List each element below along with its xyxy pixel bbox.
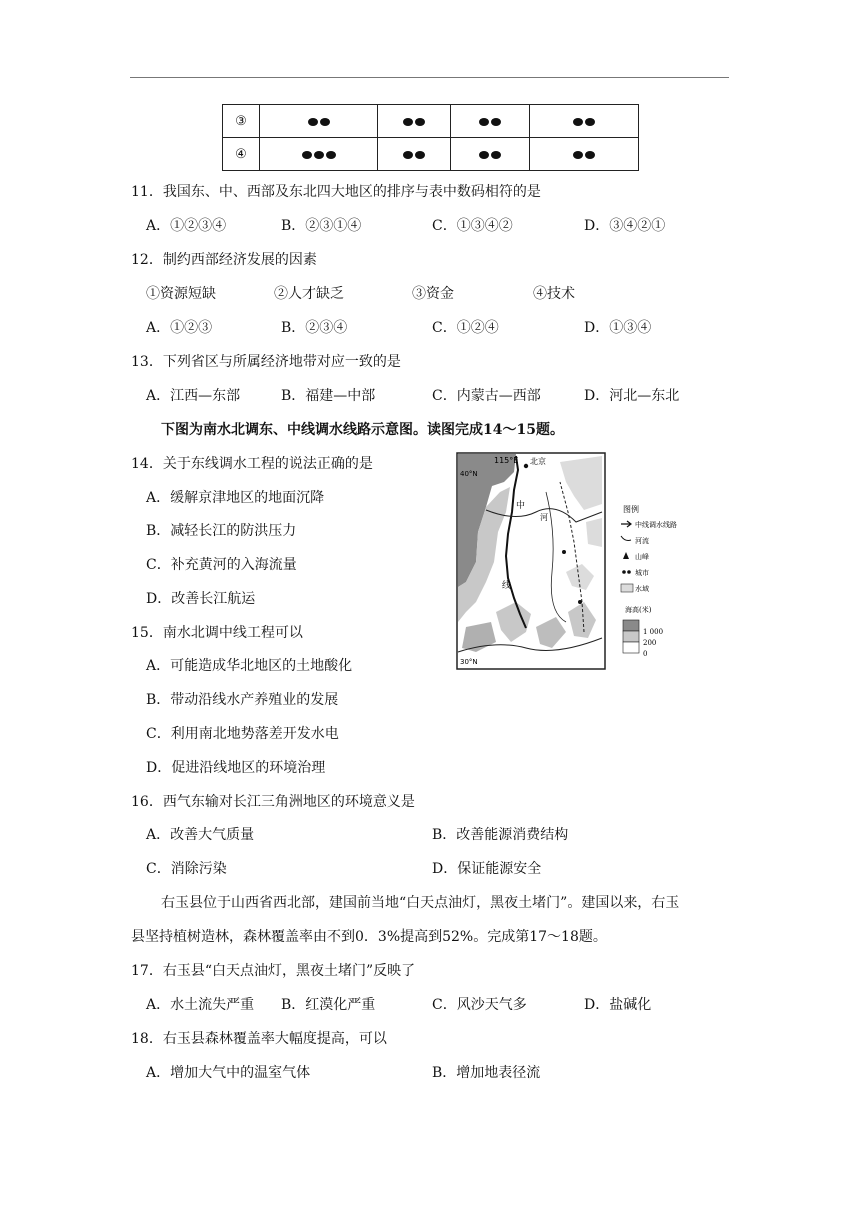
option-b: B．②③①④ (281, 218, 362, 234)
dot-cell (260, 138, 378, 171)
option-d: D．盐碱化 (584, 997, 652, 1013)
option-c: C．消除污染 (146, 861, 227, 877)
question-12-items (0, 284, 860, 304)
option-d: D．①③④ (584, 320, 652, 336)
header-rule (130, 77, 729, 78)
question-16-options-2 (0, 859, 860, 879)
lat-bottom-label: 30°N (460, 658, 478, 666)
question-14-stem: 14．关于东线调水工程的说法正确的是 (131, 456, 373, 472)
row-label: ④ (223, 138, 260, 171)
dot-cell (451, 105, 530, 138)
option-b: B．②③④ (281, 320, 348, 336)
option-d: D．改善长江航运 (146, 591, 256, 607)
item-4: ④技术 (533, 286, 575, 302)
intro-17-18-line1: 右玉县位于山西省西北部，建国前当地“白天点油灯，黑夜土堵门”。建国以来，右玉 (161, 895, 680, 911)
option-b: B．带动沿线水产养殖业的发展 (146, 692, 339, 708)
table-row (223, 138, 639, 171)
item-1: ①资源短缺 (146, 286, 216, 302)
option-d: D．③④②① (584, 218, 666, 234)
map-legend (619, 502, 709, 668)
water-icon (621, 584, 633, 592)
intro-17-18-line2: 县坚持植树造林，森林覆盖率由不到0．3%提高到52%。完成第17～18题。 (131, 929, 607, 945)
option-a: A．①②③ (146, 320, 213, 336)
legend-peak: 山峰 (635, 553, 649, 561)
lon-label: 115°E (494, 456, 519, 465)
option-c: C．①③④② (432, 218, 513, 234)
legend-title: 图例 (623, 505, 639, 514)
option-b: B．减轻长江的防洪压力 (146, 523, 297, 539)
option-a: A．水土流失严重 (146, 997, 255, 1013)
question-13-stem: 13．下列省区与所属经济地带对应一致的是 (131, 354, 401, 370)
dot-cell (530, 105, 639, 138)
south-north-water-map (456, 452, 606, 670)
river-label: 河 (540, 513, 548, 522)
option-a: A．改善大气质量 (146, 827, 255, 843)
route-line-label: 线 (502, 581, 512, 591)
item-2: ②人才缺乏 (274, 286, 344, 302)
city-icon (622, 570, 626, 574)
question-12-options (0, 318, 860, 338)
option-c: C．利用南北地势落差开发水电 (146, 726, 339, 742)
table-row (223, 105, 639, 138)
option-c: C．补充黄河的入海流量 (146, 557, 297, 573)
question-18-options (0, 1063, 860, 1083)
row-label: ③ (223, 105, 260, 138)
question-13-options (0, 386, 860, 406)
dot-cell (378, 105, 451, 138)
legend-elev-200: 200 (643, 639, 657, 647)
question-12-stem: 12．制约西部经济发展的因素 (131, 252, 317, 268)
option-c: C．①②④ (432, 320, 499, 336)
peak-icon (623, 552, 629, 559)
option-b: B．增加地表径流 (432, 1065, 541, 1081)
intro-14-15: 下图为南水北调东、中线调水线路示意图。读图完成14～15题。 (161, 422, 564, 438)
dot-cell (260, 105, 378, 138)
option-b: B．红漠化严重 (281, 997, 376, 1013)
option-a: A．缓解京津地区的地面沉降 (146, 490, 325, 506)
question-17-stem: 17．右玉县“白天点油灯，黑夜土堵门”反映了 (131, 963, 416, 979)
beijing-label: 北京 (530, 457, 546, 466)
question-18-stem: 18．右玉县森林覆盖率大幅度提高，可以 (131, 1031, 387, 1047)
legend-river: 河流 (635, 537, 649, 545)
river-icon (621, 536, 631, 541)
legend-elev-0: 0 (643, 650, 648, 658)
legend-water: 水域 (635, 585, 649, 593)
question-16-stem: 16．西气东输对长江三角洲地区的环境意义是 (131, 794, 415, 810)
legend-elev-title: 海高(米) (625, 606, 652, 614)
option-c: C．风沙天气多 (432, 997, 527, 1013)
option-a: A．①②③④ (146, 218, 227, 234)
dot-table (222, 104, 639, 171)
item-3: ③资金 (412, 286, 454, 302)
dot-cell (378, 138, 451, 171)
dot-cell (530, 138, 639, 171)
option-d: D．保证能源安全 (432, 861, 542, 877)
legend-city: 城市 (635, 569, 649, 577)
option-c: C．内蒙古—西部 (432, 388, 541, 404)
question-11-options (0, 216, 860, 236)
option-d: D．河北—东北 (584, 388, 680, 404)
dot-cell (451, 138, 530, 171)
route-arrow-icon (621, 521, 631, 527)
lat-top-label: 40°N (460, 470, 478, 478)
question-15-stem: 15．南水北调中线工程可以 (131, 625, 303, 641)
option-a: A．江西—东部 (146, 388, 241, 404)
option-a: A．增加大气中的温室气体 (146, 1065, 311, 1081)
legend-route: 中线调水线路 (635, 521, 677, 529)
question-17-options (0, 995, 860, 1015)
option-b: B．福建—中部 (281, 388, 376, 404)
middle-route-label: 中 (516, 501, 526, 511)
option-d: D．促进沿线地区的环境治理 (146, 760, 326, 776)
option-a: A．可能造成华北地区的土地酸化 (146, 658, 353, 674)
legend-elev-1000: 1 000 (643, 628, 664, 636)
question-16-options-1 (0, 825, 860, 845)
option-b: B．改善能源消费结构 (432, 827, 569, 843)
question-11-stem: 11．我国东、中、西部及东北四大地区的排序与表中数码相符的是 (131, 184, 541, 200)
